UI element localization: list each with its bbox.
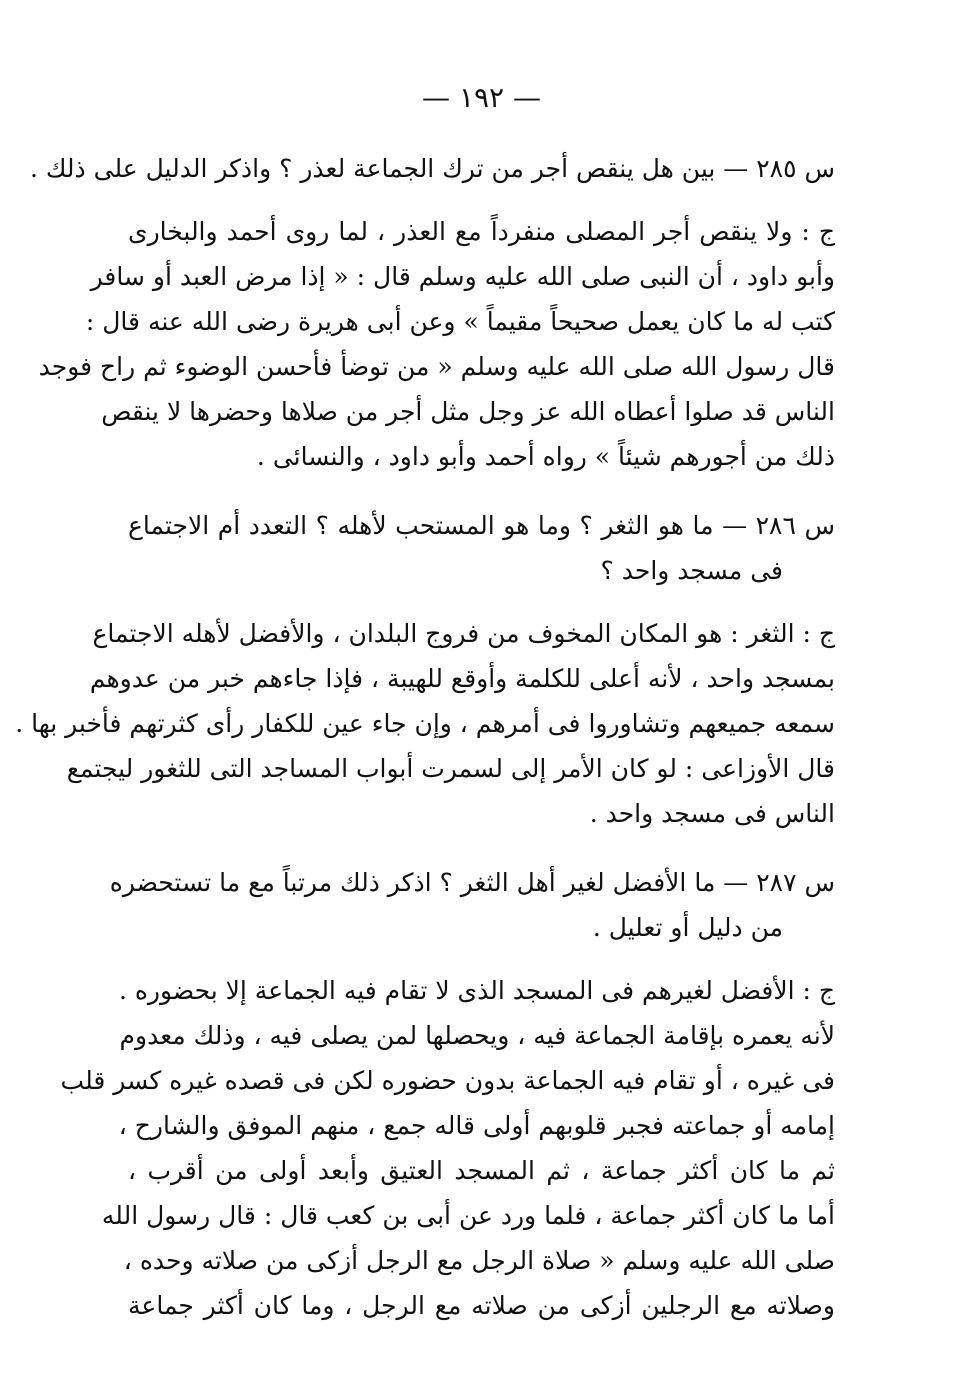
answer-line: قال رسول الله صلى الله عليه وسلم « من توضأ فأحسن الوضوء ثم راح فوجد [38, 352, 835, 381]
answer-line: ذلك من أجورهم شيئاً » رواه أحمد وأبو داود ، والنسائى . [256, 442, 835, 471]
answer-286 [15, 611, 835, 836]
page-number: — ١٩٢ — [422, 81, 541, 114]
answer-line: وصلاته مع الرجلين أزكى من صلاته مع الرجل ، وما كان أكثر جماعة [128, 1291, 835, 1320]
answer-line: صلى الله عليه وسلم « صلاة الرجل مع الرجل أزكى من صلاته وحده ، [123, 1246, 835, 1275]
question-line: س ٢٨٧ — ما الأفضل لغير أهل الثغر ؟ اذكر ذلك مرتباً مع ما تستحضره [109, 868, 835, 897]
answer-line: بمسجد واحد ، لأنه أعلى للكلمة وأوقع للهيبة ، فإذا جاءهم خبر من عدوهم [89, 664, 835, 693]
answer-line: ج : الثغر : هو المكان المخوف من فروج البلدان ، والأفضل لأهله الاجتماع [92, 619, 835, 648]
answer-line: ج : الأفضل لغيرهم فى المسجد الذى لا تقام فيه الجماعة إلا بحضوره . [118, 976, 835, 1005]
question-285 [29, 146, 835, 191]
question-line: فى مسجد واحد ؟ [600, 556, 783, 585]
answer-line: وأبو داود ، أن النبى صلى الله عليه وسلم قال : « إذا مرض العبد أو سافر [90, 262, 835, 291]
answer-line: ثم ما كان أكثر جماعة ، ثم المسجد العتيق وأبعد أولى من أقرب ، [128, 1156, 835, 1185]
answer-line: الناس قد صلوا أعطاه الله عز وجل مثل أجر من صلاها وحضرها لا ينقص [101, 397, 835, 426]
answer-line: كتب له ما كان يعمل صحيحاً مقيماً » وعن أبى هريرة رضى الله عنه قال : [85, 307, 835, 336]
answer-line: ج : ولا ينقص أجر المصلى منفرداً مع العذر ، لما روى أحمد والبخارى [128, 217, 836, 246]
answer-line: فى غيره ، أو تقام فيه الجماعة بدون حضوره لكن فى قصده غيره كسر قلب [60, 1066, 835, 1095]
answer-line: أما ما كان أكثر جماعة ، فلما ورد عن أبى بن كعب قال : قال رسول الله [101, 1201, 835, 1230]
answer-line: إمامه أو جماعته فجبر قلوبهم أولى قاله جمع ، منهم الموفق والشارح ، [118, 1111, 835, 1140]
question-line: س ٢٨٦ — ما هو الثغر ؟ وما هو المستحب لأهله ؟ التعدد أم الاجتماع [128, 511, 835, 540]
answer-line: سمعه جميعهم وتشاوروا فى أمرهم ، وإن جاء عين للكفار رأى كثرتهم فأخبر بها . [15, 709, 835, 738]
question-line: س ٢٨٥ — بين هل ينقص أجر من ترك الجماعة لعذر ؟ واذكر الدليل على ذلك . [29, 154, 835, 183]
question-287 [109, 860, 835, 950]
answer-287 [60, 968, 835, 1328]
answer-line: قال الأوزاعى : لو كان الأمر إلى لسمرت أبواب المساجد التى للثغور ليجتمع [66, 754, 835, 783]
answer-285 [38, 209, 836, 479]
question-line: من دليل أو تعليل . [592, 913, 783, 942]
question-286 [128, 503, 835, 593]
answer-line: لأنه يعمره بإقامة الجماعة فيه ، ويحصلها لمن يصلى فيه ، وذلك معدوم [119, 1021, 835, 1050]
answer-line: الناس فى مسجد واحد . [589, 799, 835, 828]
